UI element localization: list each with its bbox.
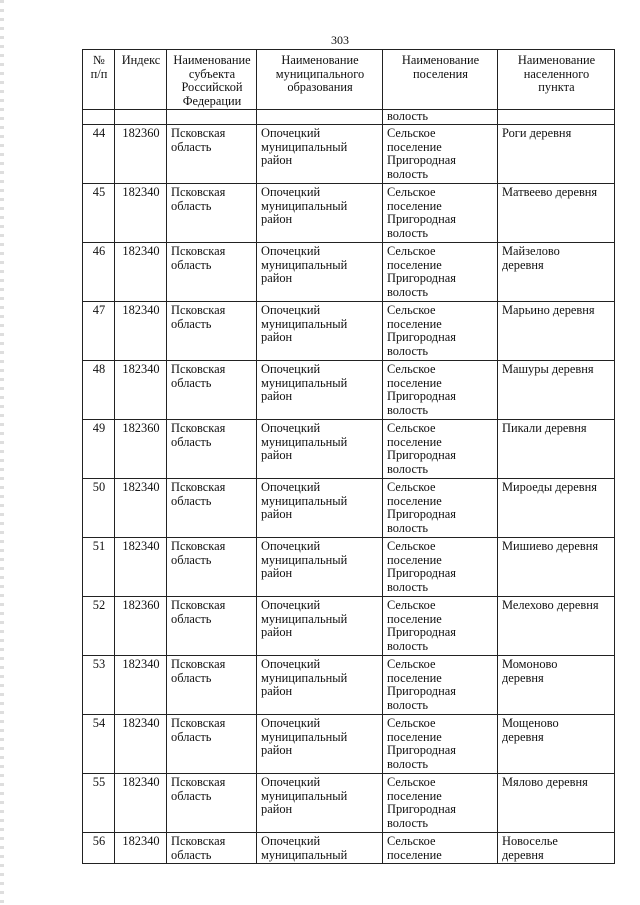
header-line: Наименование [173,53,251,67]
cell-line: область [171,316,212,331]
cell-municipality [257,242,383,301]
cell-line: Псковская [171,184,226,199]
cell-line: Псковская [171,597,226,612]
cell-line: Псковская [171,420,226,435]
header-line: Российской [181,80,243,95]
cell-municipality [257,183,383,242]
cell-line: Опочецкий [261,302,321,317]
cell-line: Псковская [171,656,226,671]
cell-line: Пригородная [387,507,456,522]
cell-line: муниципальный [261,493,348,508]
cell-line: Пригородная [387,330,456,345]
cell-settlement [383,478,498,537]
cell-municipality [257,596,383,655]
header-number [83,50,115,110]
cell-line: поселение [387,434,442,449]
cell-line: область [171,493,212,508]
cell-line: муниципальный [261,552,348,567]
cell-line: Опочецкий [261,243,321,258]
cell-line: волость [387,461,429,476]
cell-line: Псковская [171,125,226,140]
cell-line: волость [387,284,429,299]
cell-line: Сельское [387,715,436,730]
cell-line: Роги деревня [502,125,572,140]
header-line: Наименование [517,53,596,67]
cell-line: деревня [502,729,544,744]
cell-line: Пригородная [387,153,456,168]
cell-line: Пригородная [387,802,456,817]
cell-line: Сельское [387,479,436,494]
continuation-row [83,110,615,125]
cell-line: волость [387,579,429,594]
cell-line: муниципальный [261,139,348,154]
cell-municipality [257,537,383,596]
cell-line: деревня [502,257,544,272]
cell-line: Пригородная [387,448,456,463]
header-line: субъекта [188,66,236,81]
cell-subject [167,242,257,301]
cell-line: Псковская [171,302,226,317]
cell-index: 182340 [115,773,167,832]
cell-subject [167,419,257,478]
table-row [83,714,615,773]
table-row [83,301,615,360]
cell-municipality [257,360,383,419]
cell-line: район [261,566,293,581]
cell-index [115,110,167,125]
cell-line: район [261,625,293,640]
table-row [83,478,615,537]
cell-line: Пригородная [387,271,456,286]
cell-line: Псковская [171,774,226,789]
cell-line: район [261,802,293,817]
table-row [83,596,615,655]
cell-subject [167,832,257,863]
table-row [83,773,615,832]
cell-settlement [383,360,498,419]
cell-line: поселение [387,257,442,272]
cell-line: деревня [502,670,544,685]
cell-line: Псковская [171,361,226,376]
cell-line: Момоново [502,656,558,671]
cell-line: район [261,448,293,463]
cell-line: Опочецкий [261,184,321,199]
cell-line: Мироеды деревня [502,479,597,494]
cell-line: область [171,552,212,567]
cell-line: область [171,139,212,154]
cell-line: Майзелово [502,243,560,258]
cell-line: Опочецкий [261,715,321,730]
cell-index: 182340 [115,478,167,537]
table-row [83,183,615,242]
cell-line: Опочецкий [261,538,321,553]
cell-subject [167,596,257,655]
cell-locality [498,110,615,125]
cell-line: волость [387,343,429,358]
cell-index: 182340 [115,360,167,419]
header-line: Индекс [121,53,161,67]
cell-line: Опочецкий [261,420,321,435]
cell-municipality [257,419,383,478]
cell-index: 182340 [115,242,167,301]
cell-line: поселение [387,611,442,626]
cell-locality [498,242,615,301]
cell-line: Опочецкий [261,125,321,140]
header-line: Наименование [281,53,359,67]
cell-municipality [257,655,383,714]
cell-locality [498,478,615,537]
table-row [83,124,615,183]
cell-number: 53 [83,655,115,714]
cell-settlement [383,242,498,301]
cell-settlement [383,714,498,773]
cell-line: муниципальный [261,788,348,803]
cell-line: Опочецкий [261,361,321,376]
cell-line: Сельское [387,243,436,258]
cell-subject [167,773,257,832]
cell-line: область [171,788,212,803]
cell-settlement: волость [383,110,498,125]
cell-line: поселение [387,316,442,331]
cell-line: Новоселье [502,833,558,848]
cell-line: поселение [387,788,442,803]
cell-line: Пригородная [387,684,456,699]
cell-locality [498,360,615,419]
cell-line: район [261,271,293,286]
cell-line: Машуры деревня [502,361,594,376]
header-line: муниципального [275,66,365,81]
cell-line: волость [387,166,429,181]
cell-line: район [261,330,293,345]
header-line: Федерации [182,93,242,108]
cell-number: 56 [83,832,115,863]
cell-subject [167,301,257,360]
cell-number: 49 [83,419,115,478]
cell-index: 182360 [115,419,167,478]
table-row [83,419,615,478]
header-index [115,50,167,110]
cell-number: 50 [83,478,115,537]
cell-settlement [383,183,498,242]
cell-line: волость [387,520,429,535]
cell-subject [167,110,257,125]
cell-line: область [171,257,212,272]
cell-line: Мишиево деревня [502,538,599,553]
table-row [83,360,615,419]
cell-line: Сельское [387,538,436,553]
header-municipality [257,50,383,110]
cell-line: Сельское [387,833,436,848]
header-line: п/п [90,66,108,81]
cell-line: Сельское [387,597,436,612]
cell-line: муниципальный [261,198,348,213]
cell-line: область [171,847,212,862]
cell-locality [498,773,615,832]
cell-locality [498,537,615,596]
cell-settlement [383,124,498,183]
cell-line: поселение [387,375,442,390]
cell-line: волость [387,638,429,653]
cell-number: 54 [83,714,115,773]
header-line: поселения [413,66,468,81]
cell-settlement [383,537,498,596]
cell-line: волость [387,756,429,771]
cell-line: Псковская [171,243,226,258]
cell-locality [498,419,615,478]
cell-line: Сельское [387,125,436,140]
table-header-row [83,50,615,110]
cell-line: Опочецкий [261,479,321,494]
cell-municipality [257,301,383,360]
cell-settlement [383,596,498,655]
settlements-table [82,49,615,864]
cell-line: Псковская [171,538,226,553]
header-line: Наименование [401,53,480,67]
cell-number: 47 [83,301,115,360]
cell-line: муниципальный [261,670,348,685]
cell-locality [498,714,615,773]
cell-line: Опочецкий [261,656,321,671]
cell-index: 182340 [115,537,167,596]
cell-subject [167,478,257,537]
cell-settlement [383,655,498,714]
header-line: населенного [523,66,590,81]
cell-number: 44 [83,124,115,183]
cell-subject [167,537,257,596]
cell-subject [167,714,257,773]
cell-line: Сельское [387,656,436,671]
cell-line: поселение [387,670,442,685]
cell-number: 55 [83,773,115,832]
cell-line: Опочецкий [261,774,321,789]
cell-line: муниципальный [261,375,348,390]
cell-index: 182360 [115,124,167,183]
cell-line: муниципальный [261,434,348,449]
cell-municipality [257,478,383,537]
cell-line: Сельское [387,774,436,789]
cell-number: 48 [83,360,115,419]
cell-municipality [257,773,383,832]
page-scan-edge [0,0,4,905]
cell-index: 182340 [115,714,167,773]
cell-line: область [171,434,212,449]
cell-locality [498,832,615,863]
cell-line: Опочецкий [261,597,321,612]
cell-line: Сельское [387,302,436,317]
table-row [83,242,615,301]
header-settlement [383,50,498,110]
cell-locality [498,183,615,242]
cell-subject [167,655,257,714]
header-line: пункта [538,80,575,95]
cell-line: волость [387,402,429,417]
cell-line: Псковская [171,715,226,730]
cell-subject [167,183,257,242]
cell-index: 182340 [115,301,167,360]
cell-line: область [171,375,212,390]
cell-line: волость [387,697,429,712]
cell-line: Опочецкий [261,833,321,848]
cell-line: Марьино деревня [502,302,595,317]
cell-index: 182340 [115,183,167,242]
cell-line: поселение [387,198,442,213]
header-subject [167,50,257,110]
cell-index: 182340 [115,655,167,714]
cell-number: 46 [83,242,115,301]
cell-line: Пригородная [387,743,456,758]
cell-locality [498,301,615,360]
cell-line: Пикали деревня [502,420,587,435]
cell-line: муниципальный [261,257,348,272]
cell-line: район [261,507,293,522]
cell-line: Мялово деревня [502,774,588,789]
cell-subject [167,124,257,183]
cell-municipality [257,124,383,183]
cell-line: Пригородная [387,566,456,581]
cell-line: Пригородная [387,212,456,227]
cell-line: волость [387,815,429,830]
table-row [83,655,615,714]
cell-locality [498,655,615,714]
cell-line: Матвеево деревня [502,184,598,199]
cell-line: поселение [387,847,442,862]
cell-line: Пригородная [387,389,456,404]
cell-locality [498,124,615,183]
cell-line: Псковская [171,833,226,848]
cell-line: Сельское [387,361,436,376]
cell-line: район [261,389,293,404]
cell-line: область [171,670,212,685]
cell-number: 51 [83,537,115,596]
cell-line: область [171,611,212,626]
cell-line: Сельское [387,184,436,199]
cell-municipality [257,832,383,863]
cell-line: Мощеново [502,715,559,730]
header-line: № [93,53,105,67]
cell-settlement [383,832,498,863]
cell-line: муниципальный [261,611,348,626]
cell-line: Мелехово деревня [502,597,599,612]
table-row [83,537,615,596]
cell-line: область [171,198,212,213]
cell-line: поселение [387,493,442,508]
cell-line: Псковская [171,479,226,494]
cell-line: поселение [387,729,442,744]
cell-settlement [383,773,498,832]
cell-municipality [257,110,383,125]
cell-settlement [383,301,498,360]
cell-line: Пригородная [387,625,456,640]
cell-number [83,110,115,125]
cell-locality [498,596,615,655]
cell-line: Сельское [387,420,436,435]
cell-line: муниципальный [261,729,348,744]
cell-line: район [261,684,293,699]
cell-line: муниципальный [261,316,348,331]
cell-line: область [171,729,212,744]
cell-index: 182360 [115,596,167,655]
cell-settlement [383,419,498,478]
cell-line: муниципальный [261,847,348,862]
cell-line: район [261,743,293,758]
cell-line: деревня [502,847,544,862]
cell-line: район [261,153,293,168]
cell-line: поселение [387,139,442,154]
table-row [83,832,615,863]
cell-line: район [261,212,293,227]
cell-number: 52 [83,596,115,655]
header-locality [498,50,615,110]
cell-number: 45 [83,183,115,242]
cell-municipality [257,714,383,773]
cell-subject [167,360,257,419]
cell-line: волость [387,225,429,240]
header-line: образования [287,80,353,95]
cell-index: 182340 [115,832,167,863]
page-number: 303 [331,33,349,47]
cell-line: поселение [387,552,442,567]
